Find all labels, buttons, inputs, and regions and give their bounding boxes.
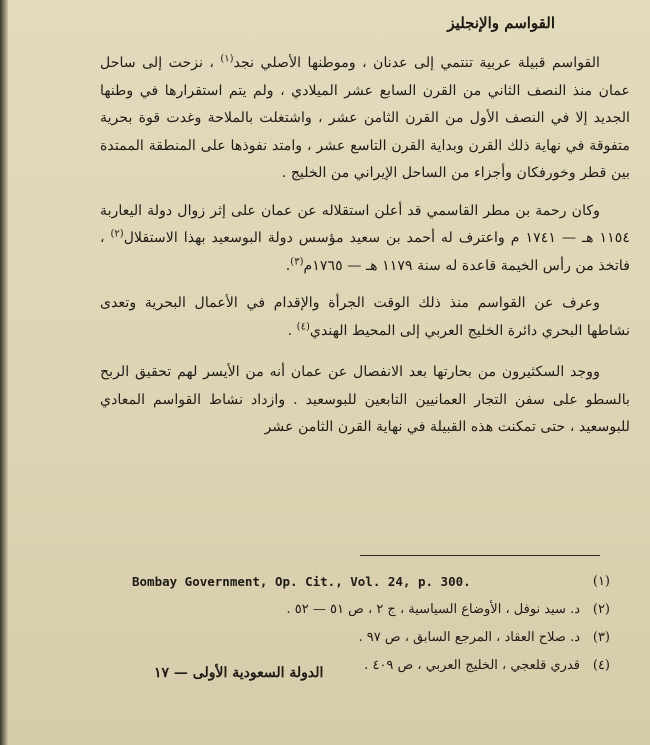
page-number: ١٧ (154, 665, 170, 681)
paragraph-4 (100, 359, 630, 442)
paragraph-text: وكان رحمة بن مطر القاسمي قد أعلن استقلاله عن عمان على إثر زوال دولة اليعاربة ١١٥٤ هـ — ١٧٤١ م واعترف له أحمد بن سعيد مؤسس دولة البوسعيد بهذا الاستقلال (100, 202, 631, 246)
paragraph-text: وعرف عن القواسم منذ ذلك الوقت الجرأة والإقدام في الأعمال البحرية وتعدى نشاطها البحري دائرة الخليج العربي إلى المحيط الهندي (100, 295, 630, 339)
footer-dash: — (173, 665, 188, 681)
footnote-reference: (٢) (110, 228, 124, 240)
footnote-number: (٤) (592, 658, 610, 673)
footnote-text-english: Bombay Government, Op. Cit., Vol. 24, p. 300. (132, 574, 471, 589)
footnote-text: د. سيد نوفل ، الأوضاع السياسية ، ج ٢ ، ص ٥١ — ٥٢ . (286, 602, 580, 617)
footnote-text: د. صلاح العقاد ، المرجع السابق ، ص ٩٧ . (358, 630, 580, 645)
footnote-reference: (٣) (290, 255, 304, 267)
footnote-separator (360, 555, 600, 556)
footnote-number: (٢) (592, 602, 610, 617)
paragraph-2 (100, 198, 630, 281)
paragraph-text: القواسم قبيلة عربية تنتمي إلى عدنان ، وموطنها الأصلي نجد (233, 55, 600, 71)
footnotes (100, 568, 610, 680)
paragraph-3 (100, 290, 630, 345)
footnote-number: (٣) (592, 630, 610, 645)
paragraph-text: ، فاتخذ من رأس الخيمة قاعدة له سنة ١١٧٩ هـ — ١٧٦٥م (100, 230, 630, 274)
footnote-2 (100, 596, 610, 624)
section-heading: القواسم والإنجليز (447, 14, 555, 32)
footnote-text: قدري قلعجي ، الخليج العربي ، ص ٤٠٩ . (364, 658, 580, 673)
footnote-reference: (١) (220, 53, 234, 65)
paragraph-text: ، نزحت إلى ساحل عمان منذ النصف الثاني من القرن السابع عشر الميلادي ، ولم يتم استقرارها في وطنها الجديد إلا في النصف الأول من القرن الثامن عشر ، واشتغلت بالملاحة وغدت قوة بحرية متفوقة في نهاية ذلك القرن وبداية القرن التاسع عشر ، وامتد نفوذها على المنطقة الممتدة بين قطر وخورفكان وأجزاء من الساحل الإيراني من الخليج . (100, 55, 630, 181)
paragraph-text: ووجد السكثيرون من بحارتها بعد الانفصال عن عمان أنه من الأيسر لهم تحقيق الربح بالسطو على سفن التجار العمانيين التابعين للبوسعيد . وازداد نشاط القواسم المعادي للبوسعيد ، حتى تمكنت هذه القبيلة في نهاية القرن الثامن عشر (100, 364, 630, 435)
paragraph-text: . (285, 257, 291, 274)
footnote-reference: (٤) (296, 320, 310, 332)
body-text (100, 50, 630, 452)
footnote-number: (١) (592, 574, 610, 589)
paragraph-1 (100, 50, 630, 188)
paragraph-text: . (287, 322, 297, 339)
book-title: الدولة السعودية الأولى (192, 665, 324, 681)
footnote-1 (100, 568, 610, 596)
footnote-3 (100, 624, 610, 652)
page-footer (140, 665, 323, 681)
